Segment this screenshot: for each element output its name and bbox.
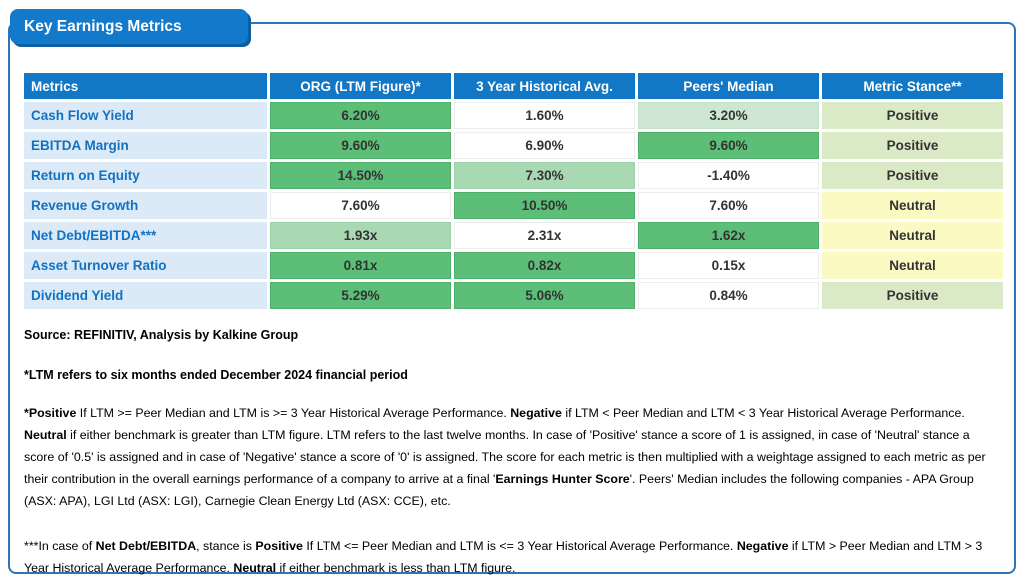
header-row xyxy=(24,73,1003,99)
value-cell: 14.50% xyxy=(270,162,451,189)
text-segment: ***In case of xyxy=(24,539,96,553)
stance-cell: Positive xyxy=(822,102,1003,129)
text-segment: Positive xyxy=(255,539,303,553)
metric-label: Dividend Yield xyxy=(24,282,267,309)
text-segment: If LTM <= Peer Median and LTM is <= 3 Year Historical Average Performance. xyxy=(302,539,737,553)
ltm-note: *LTM refers to six months ended December 2024 financial period xyxy=(24,368,408,382)
value-cell: 1.93x xyxy=(270,222,451,249)
stance-cell: Positive xyxy=(822,282,1003,309)
value-cell: 9.60% xyxy=(638,132,819,159)
text-segment: if either benchmark is greater than LTM figure. LTM refers to the last twelve months. In case of 'Positive' stance a score of 1 is assigned, in case of 'Neutral' stance a score of '0.5' is assigned and in case of 'Negative' stance a score of '0' is assigned. The score for each metric is then multiplied with a weightage assigned to each metric as per their contribution in the overall earnings performance of a company to arrive at a final ' xyxy=(24,428,986,486)
stance-definition-note xyxy=(24,402,996,512)
value-cell: 0.15x xyxy=(638,252,819,279)
value-cell: 0.84% xyxy=(638,282,819,309)
metric-label: Cash Flow Yield xyxy=(24,102,267,129)
value-cell: 1.60% xyxy=(454,102,635,129)
value-cell: 6.20% xyxy=(270,102,451,129)
text-segment: if either benchmark is less than LTM figure. xyxy=(276,561,516,575)
metric-label: Return on Equity xyxy=(24,162,267,189)
table-row xyxy=(24,162,1003,189)
text-segment: If LTM >= Peer Median and LTM is >= 3 Year Historical Average Performance. xyxy=(76,406,511,420)
metrics-table xyxy=(21,70,1006,312)
stance-cell: Positive xyxy=(822,132,1003,159)
stance-cell: Neutral xyxy=(822,192,1003,219)
value-cell: 0.81x xyxy=(270,252,451,279)
table-row xyxy=(24,282,1003,309)
value-cell: 5.06% xyxy=(454,282,635,309)
value-cell: 9.60% xyxy=(270,132,451,159)
value-cell: 0.82x xyxy=(454,252,635,279)
value-cell: 1.62x xyxy=(638,222,819,249)
net-debt-definition-note xyxy=(24,535,996,579)
stance-cell: Neutral xyxy=(822,252,1003,279)
value-cell: -1.40% xyxy=(638,162,819,189)
text-segment: , stance is xyxy=(196,539,256,553)
value-cell: 6.90% xyxy=(454,132,635,159)
table-row xyxy=(24,132,1003,159)
text-segment: Neutral xyxy=(233,561,277,575)
value-cell: 3.20% xyxy=(638,102,819,129)
footnotes xyxy=(24,328,1012,579)
value-cell: 7.60% xyxy=(270,192,451,219)
report-content xyxy=(24,70,1012,579)
text-segment: *Positive xyxy=(24,406,77,420)
source-note: Source: REFINITIV, Analysis by Kalkine Group xyxy=(24,328,299,342)
table-row xyxy=(24,252,1003,279)
text-segment: '. Peers' Median includes the following companies - APA Group (ASX: APA), LGI Ltd (ASX: LGI), Carnegie Clean Energy Ltd (ASX: CCE), etc. xyxy=(24,472,974,508)
column-header-org-ltm: ORG (LTM Figure)* xyxy=(270,73,451,99)
column-header-metrics: Metrics xyxy=(24,73,267,99)
table-row xyxy=(24,192,1003,219)
metrics-table-body xyxy=(24,102,1003,309)
value-cell: 5.29% xyxy=(270,282,451,309)
metric-label: EBITDA Margin xyxy=(24,132,267,159)
column-header-3yr-avg: 3 Year Historical Avg. xyxy=(454,73,635,99)
page-title: Key Earnings Metrics xyxy=(24,17,182,35)
text-segment: if LTM > Peer Median and LTM > 3 Year Historical Average Performance. xyxy=(24,539,983,575)
column-header-metric-stance: Metric Stance** xyxy=(822,73,1003,99)
text-segment: Negative xyxy=(736,539,789,553)
stance-cell: Neutral xyxy=(822,222,1003,249)
title-banner xyxy=(10,9,248,44)
value-cell: 10.50% xyxy=(454,192,635,219)
table-row xyxy=(24,222,1003,249)
metrics-table-head xyxy=(24,73,1003,99)
text-segment: Negative xyxy=(510,406,562,420)
value-cell: 7.60% xyxy=(638,192,819,219)
value-cell: 7.30% xyxy=(454,162,635,189)
metric-label: Asset Turnover Ratio xyxy=(24,252,267,279)
metric-label: Net Debt/EBITDA*** xyxy=(24,222,267,249)
value-cell: 2.31x xyxy=(454,222,635,249)
text-segment: Neutral xyxy=(24,428,67,442)
stance-cell: Positive xyxy=(822,162,1003,189)
text-segment: Net Debt/EBITDA xyxy=(95,539,197,553)
metric-label: Revenue Growth xyxy=(24,192,267,219)
text-segment: Earnings Hunter Score xyxy=(495,472,630,486)
text-segment: if LTM < Peer Median and LTM < 3 Year Historical Average Performance. xyxy=(561,406,965,420)
table-row xyxy=(24,102,1003,129)
column-header-peers-median: Peers' Median xyxy=(638,73,819,99)
